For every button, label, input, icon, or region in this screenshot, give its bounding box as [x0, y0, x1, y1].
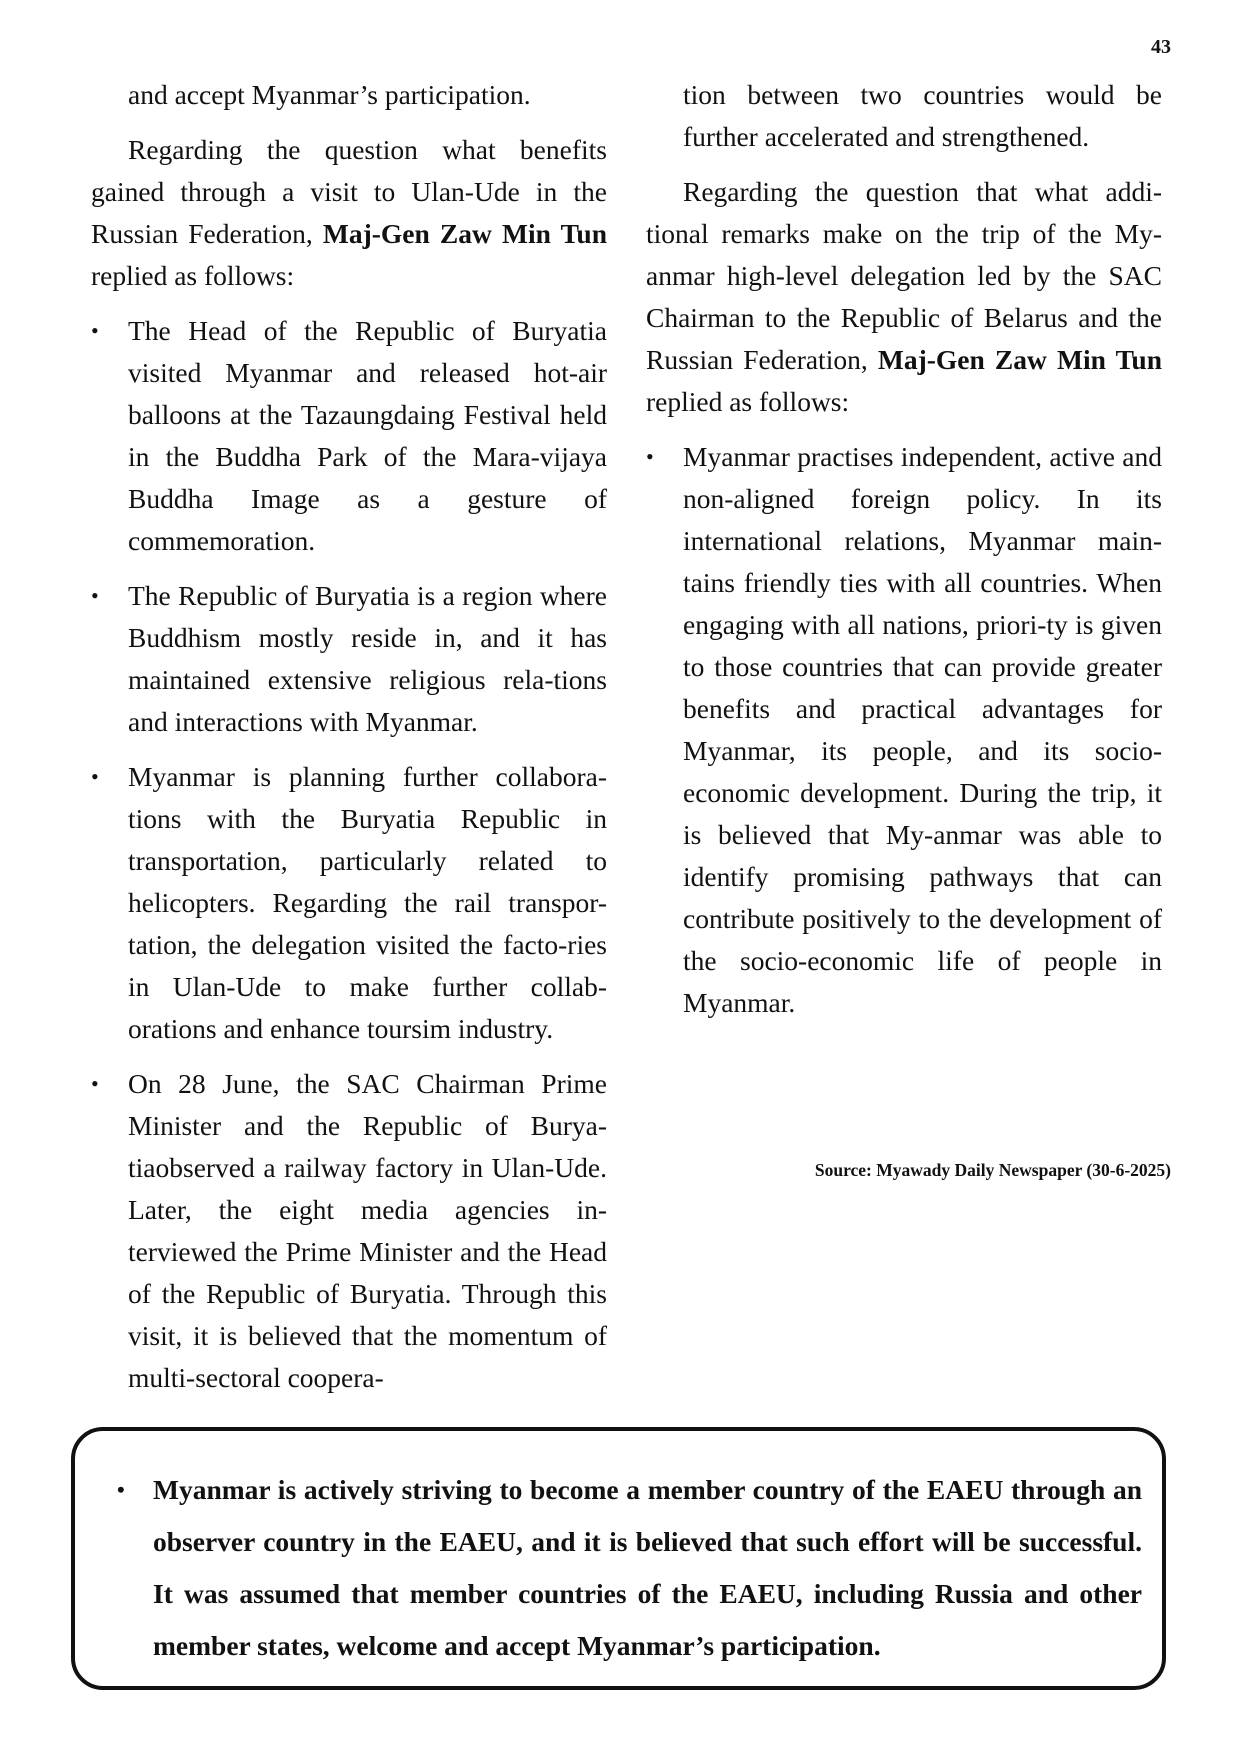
- bullet-icon: •: [91, 318, 99, 343]
- reply-intro-left: replied as follows:: [91, 260, 295, 291]
- bullet-icon: •: [91, 1071, 99, 1096]
- left-column: [91, 74, 607, 1412]
- bullet-text: Myanmar practises independent, active and non-aligned foreign policy. In its international relations, Myanmar main-tains friendly ties with all countries. When engaging with all nations, priori-ty is given to those countries that can provide greater benefits and practical advantages for Myanmar, its people, and its socio-economic development. During the trip, it is believed that My-anmar was able to identify promising pathways that can contribute positively to the development of the socio-economic life of people in Myanmar.: [683, 441, 1162, 1018]
- page-number: 43: [1151, 36, 1171, 58]
- right-column: [646, 74, 1162, 1037]
- list-item: [91, 575, 607, 743]
- opening-line: and accept Myanmar’s participation.: [128, 79, 531, 110]
- bullet-text: On 28 June, the SAC Chairman Prime Minister and the Republic of Burya-tiaobserved a railway factory in Ulan-Ude. Later, the eight media agencies in-terviewed the Prime Minister and the Head of the Republic of Buryatia. Through this visit, it is believed that the momentum of multi-sectoral coopera-: [128, 1068, 607, 1393]
- bullet-list-right: [646, 436, 1162, 1024]
- bullet-text: Myanmar is planning further collabora-tions with the Buryatia Republic in transportation, particularly related to helicopters. Regarding the rail transpor-tation, the delegation visited the facto-ries in Ulan-Ude to make further collab-orations and enhance toursim industry.: [128, 761, 607, 1044]
- speaker-name-left: Maj-Gen Zaw Min Tun: [322, 218, 607, 249]
- list-item: [91, 756, 607, 1050]
- bullet-icon: •: [117, 1477, 125, 1502]
- question-text-right: Regarding the question that what addi-tional remarks make on the trip of the My-anmar high-level delegation led by the SAC Chairman to the Republic of Belarus and the Russian Federation,: [646, 176, 1162, 375]
- question-paragraph-right: [646, 171, 1162, 423]
- bullet-list-left: [91, 310, 607, 1399]
- bullet-text: The Head of the Republic of Buryatia visited Myanmar and released hot-air balloons at the Tazaungdaing Festival held in the Buddha Park of the Mara-vijaya Buddha Image as a gesture of commemoration.: [128, 315, 607, 556]
- bullet-text: The Republic of Buryatia is a region where Buddhism mostly reside in, and it has maintained extensive religious rela-tions and interactions with Myanmar.: [128, 580, 607, 737]
- reply-intro-right: replied as follows:: [646, 386, 850, 417]
- list-item: [646, 436, 1162, 1024]
- callout-text: Myanmar is actively striving to become a member country of the EAEU through an observer country in the EAEU, and it is believed that such effort will be successful. It was assumed that member countries of the EAEU, including Russia and other member states, welcome and accept Myanmar’s participation.: [153, 1474, 1142, 1661]
- source-citation: Source: Myawady Daily Newspaper (30-6-2025): [814, 1160, 1171, 1180]
- bullet-icon: •: [91, 583, 99, 608]
- bullet-icon: •: [646, 444, 654, 469]
- callout-item: [95, 1464, 1142, 1672]
- speaker-name-right: Maj-Gen Zaw Min Tun: [877, 344, 1162, 375]
- question-text-left: Regarding the question what benefits gained through a visit to Ulan-Ude in the Russian Federation,: [91, 134, 607, 249]
- list-item: [91, 1063, 607, 1399]
- list-item: [91, 310, 607, 562]
- question-paragraph-left: [91, 129, 607, 297]
- callout-box: [71, 1427, 1166, 1690]
- continuation-text: tion between two countries would be further accelerated and strengthened.: [683, 79, 1162, 152]
- bullet-icon: •: [91, 764, 99, 789]
